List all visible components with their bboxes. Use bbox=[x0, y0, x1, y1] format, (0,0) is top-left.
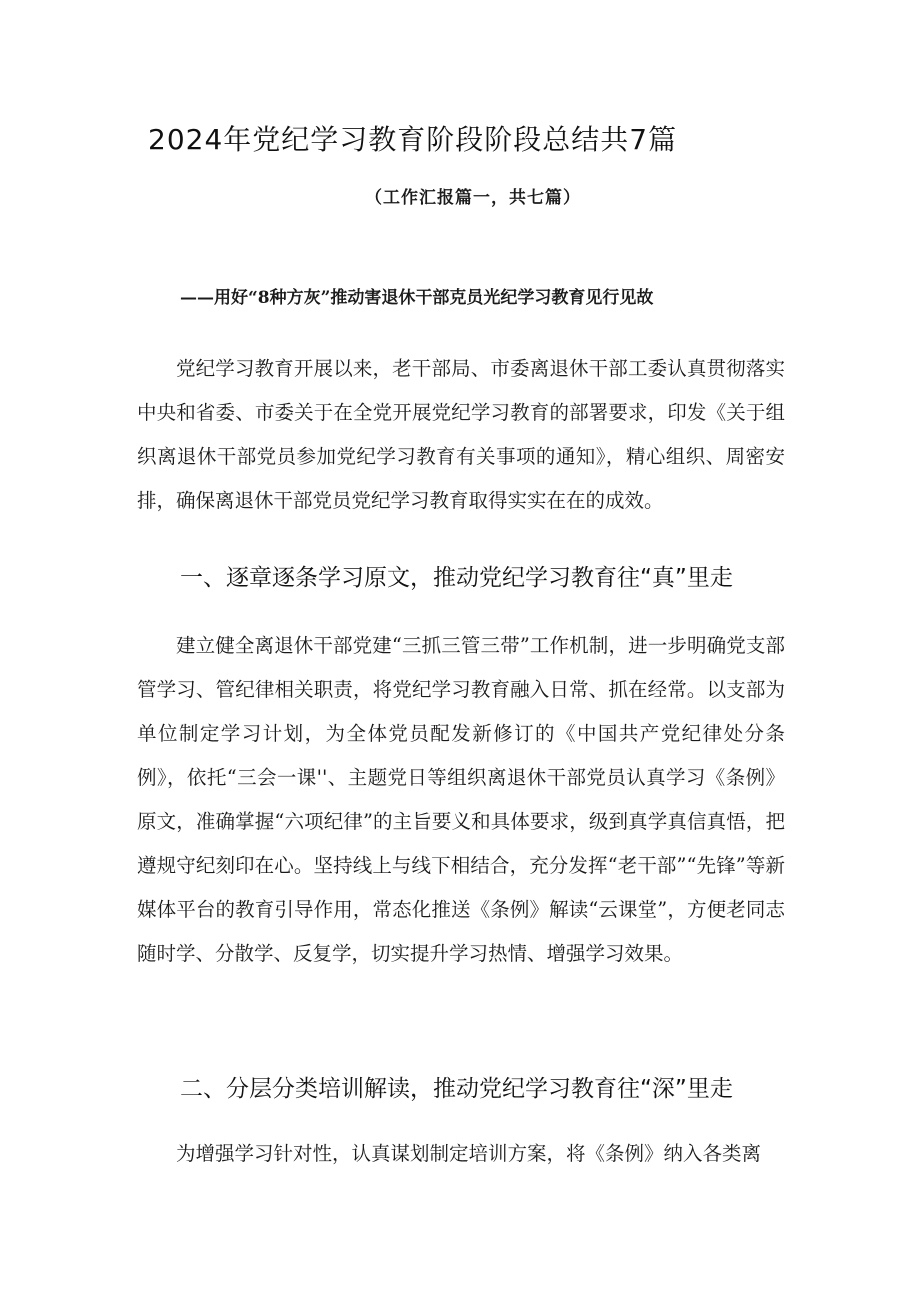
section-heading-2: 二、分层分类培训解读，推动党纪学习教育往“深”里走 bbox=[180, 1076, 733, 1102]
document-title: 2024年党纪学习教育阶段阶段总结共7篇 bbox=[148, 123, 678, 156]
section-2-paragraph: 为增强学习针对性，认真谋划制定培训方案，将《条例》纳入各类离 bbox=[176, 1142, 762, 1165]
section-heading-1: 一、逐章逐条学习原文，推动党纪学习教育往“真”里走 bbox=[180, 565, 733, 591]
document-subtitle: （工作汇报篇一，共七篇） bbox=[365, 188, 581, 208]
section-1-paragraph: 建立健全离退休干部党建“三抓三管三带”工作机制，进一步明确党支部管学习、管纪律相关职责，将党纪学习教育融入日常、抓在经常。以支部为单位制定学习计划，为全体党员配发新修订的《中国共产党纪律处分条例》，依托“三会一课''、主题党日等组织离退休干部党员认真学习《条例》原文，准确掌握“六项纪律”的主旨要义和具体要求，级到真学真信真悟，把遵规守纪刻印在心。坚持线上与线下相结合，充分发挥“老干部”“先锋”等新媒体平台的教育引导作用，常态化推送《条例》解读“云课堂”，方便老同志随时学、分散学、反复学，切实提升学习热情、增强学习效果。 bbox=[137, 634, 785, 965]
intro-paragraph: 党纪学习教育开展以来，老干部局、市委离退休干部工委认真贯彻落实中央和省委、市委关于在全党开展党纪学习教育的部署要求，印发《关于组织离退休干部党员参加党纪学习教育有关事项的通知》，精心组织、周密安排，确保离退休干部党员党纪学习教育取得实实在在的成效。 bbox=[137, 357, 785, 512]
document-byline: ——用好“8种方灰”推动害退休干部克员光纪学习教育见行见故 bbox=[180, 288, 654, 308]
